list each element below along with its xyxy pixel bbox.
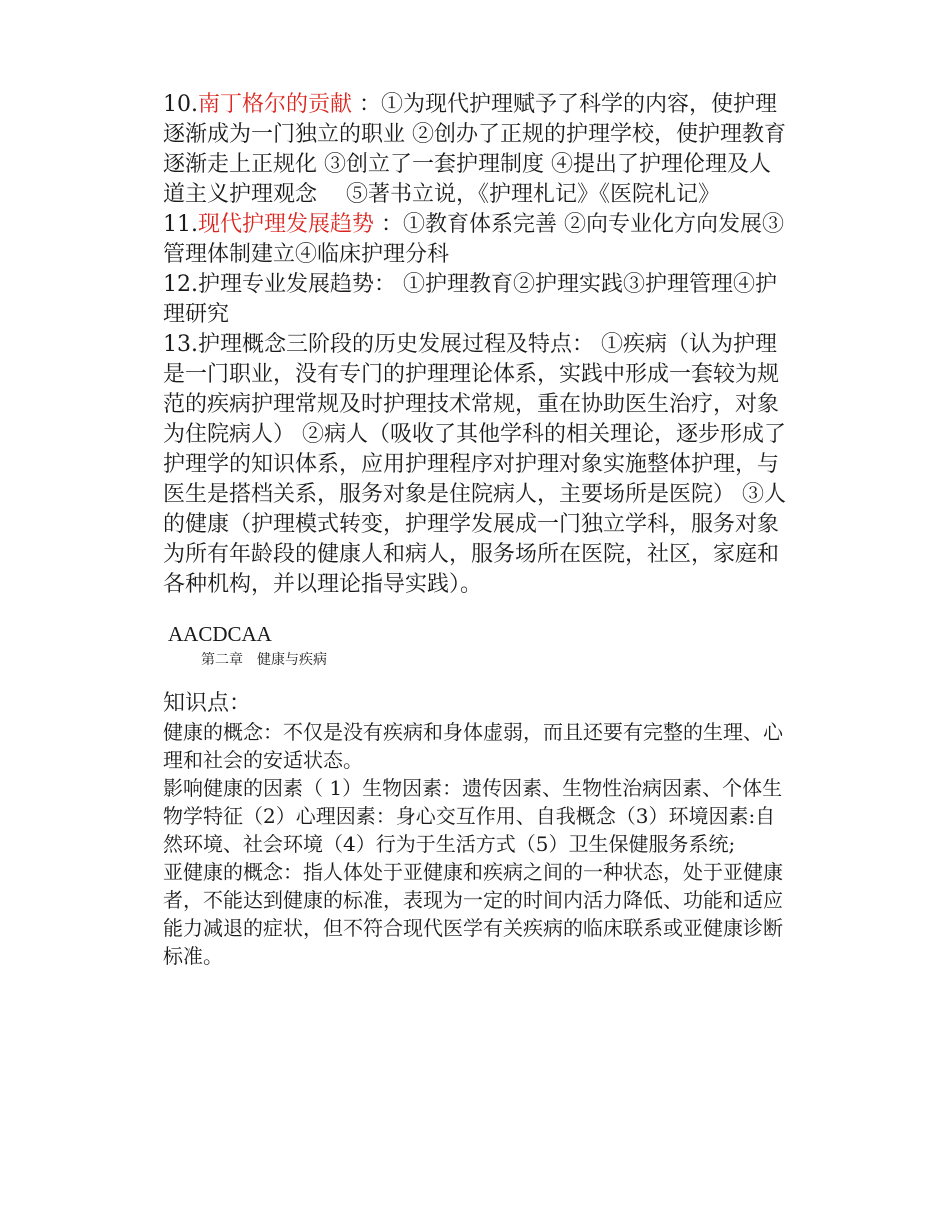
item-11-title: 现代护理发展趋势 <box>198 212 375 237</box>
knowledge-health-factors: 影响健康的因素（ 1）生物因素：遗传因素、生物性治病因素、个体生物学特征（2）心理因素：身心交互作用、自我概念（3）环境因素:自然环境、社会环境（4）行为于生活方式（5）卫生保健服务系统; <box>163 776 783 856</box>
item-12-number: 12. <box>163 272 198 297</box>
item-12 <box>163 270 788 330</box>
item-11 <box>163 210 788 270</box>
answer-key: AACDCAA <box>168 622 272 646</box>
item-12-body: 护理专业发展趋势： ①护理教育②护理实践③护理管理④护理研究 <box>163 272 777 327</box>
item-10-title: 南丁格尔的贡献 <box>198 92 353 117</box>
chapter-title: 第二章 健康与疾病 <box>201 652 327 668</box>
item-11-number: 11. <box>163 212 198 237</box>
item-10-number: 10. <box>163 92 198 117</box>
item-13-body: 护理概念三阶段的历史发展过程及特点： ①疾病（认为护理是一门职业，没有专门的护理理论体系，实践中形成一套较为规范的疾病护理常规及时护理技术常规，重在协助医生治疗，对象为住院病人） ②病人（吸收了其他学科的相关理论，逐步形成了护理学的知识体系，应用护理程序对护理对象实施整体护理，与医生是搭档关系，服务对象是住院病人，主要场所是医院） ③人的健康（护理模式转变，护理学发展成一门独立学科，服务对象为所有年龄段的健康人和病人，服务场所在医院，社区，家庭和各种机构，并以理论指导实践）。 <box>163 332 786 597</box>
knowledge-subhealth-concept: 亚健康的概念：指人体处于亚健康和疾病之间的一种状态，处于亚健康者，不能达到健康的标准，表现为一定的时间内活力降低、功能和适应能力减退的症状，但不符合现代医学有关疾病的临床联系或亚健康诊断标准。 <box>163 860 783 968</box>
document-page <box>163 90 788 970</box>
item-13-number: 13. <box>163 332 198 357</box>
item-10-body: ：①为现代护理赋予了科学的内容，使护理逐渐成为一门独立的职业 ②创办了正规的护理学校，使护理教育逐渐走上正规化 ③创立了一套护理制度 ④提出了护理伦理及人道主义护理观念 ⑤著书立说，《护理札记》《医院札记》 <box>163 92 786 207</box>
item-10 <box>163 90 788 210</box>
knowledge-health-concept: 健康的概念：不仅是没有疾病和身体虚弱，而且还要有完整的生理、心理和社会的安适状态。 <box>163 720 783 772</box>
knowledge-heading: 知识点： <box>163 691 252 716</box>
item-11-body: ：①教育体系完善 ②向专业化方向发展③管理体制建立④临床护理分科 <box>163 212 785 267</box>
item-13 <box>163 330 788 600</box>
